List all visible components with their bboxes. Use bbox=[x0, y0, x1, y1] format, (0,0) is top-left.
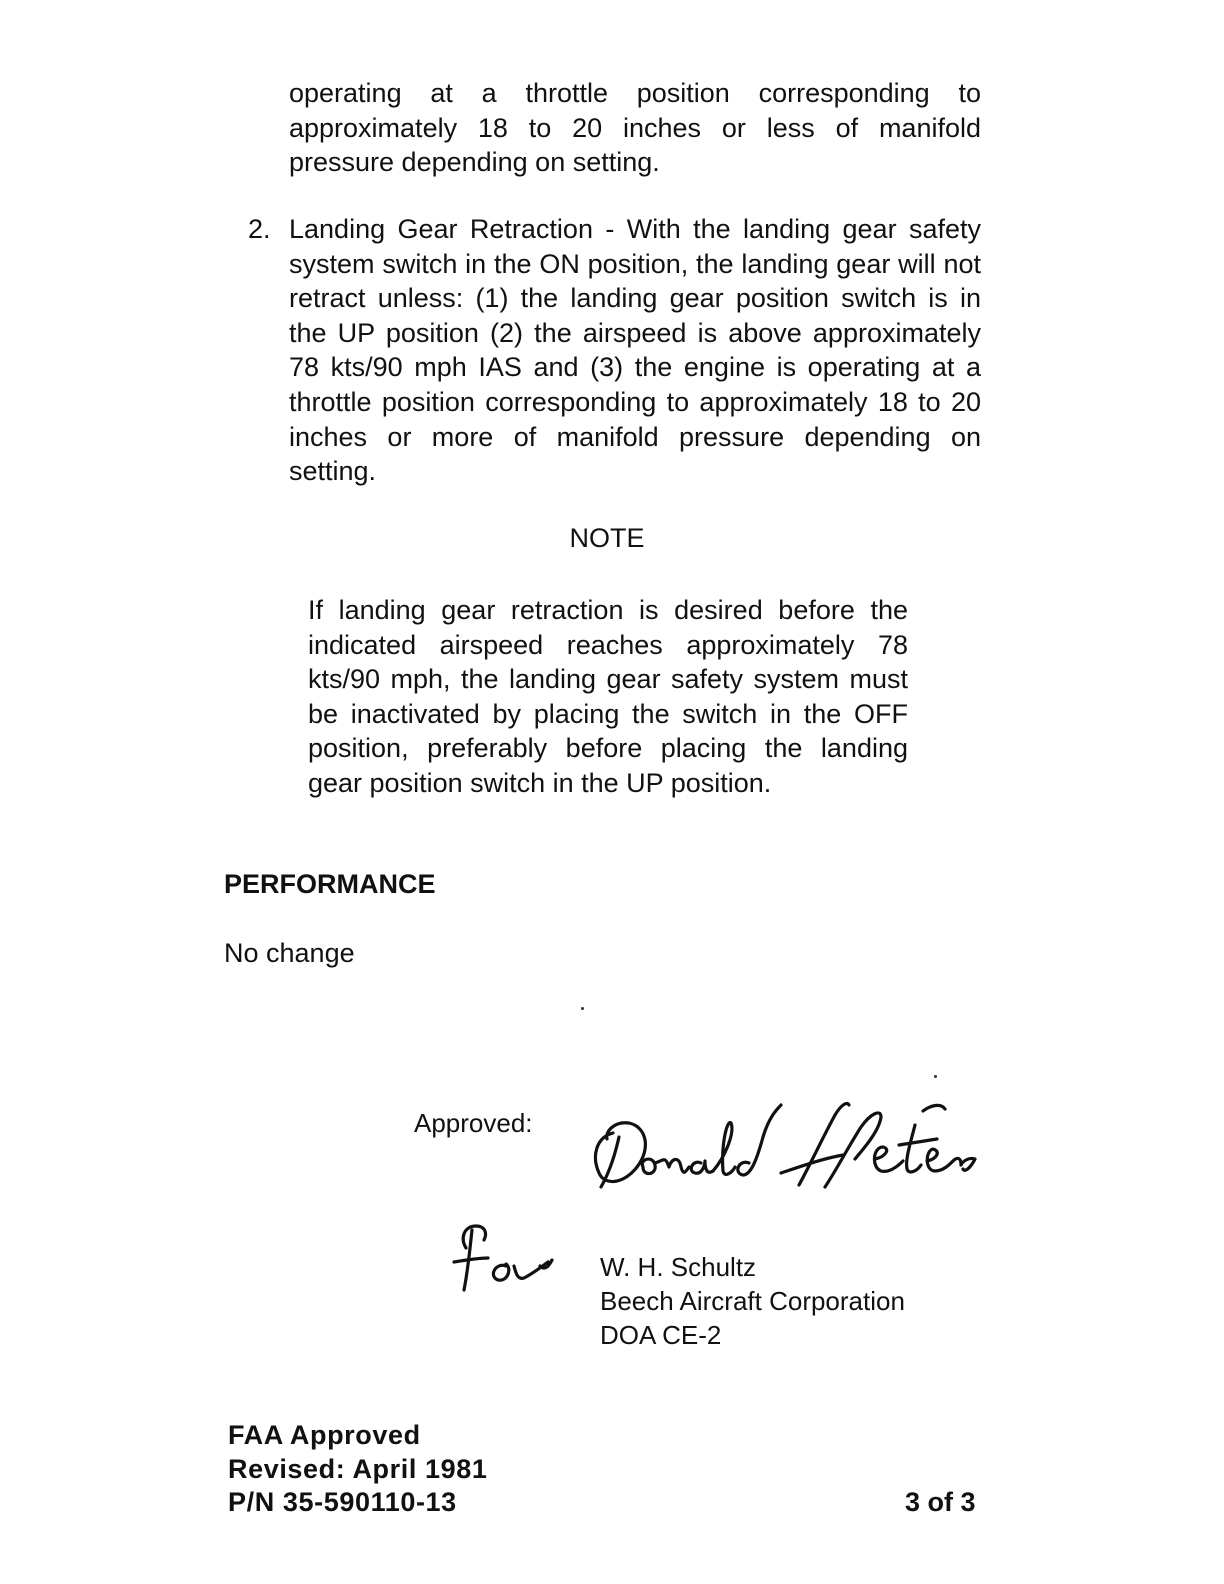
for-handwriting-image bbox=[448, 1218, 563, 1300]
signer-doa: DOA CE-2 bbox=[600, 1320, 722, 1350]
signature-image bbox=[585, 1075, 995, 1205]
note-text: If landing gear retraction is desired before the indicated airspeed reaches approximately 78 kts/90 mph, the landing gear safety system must be inactivated by placing the switch in the OFF position, preferably before placing the landing gear position switch in the UP position. bbox=[308, 595, 908, 798]
page-number: 3 of 3 bbox=[905, 1487, 976, 1517]
list-item-text: Landing Gear Retraction - With the landing gear safety system switch in the ON position, the landing gear will not retract unless: (1) the landing gear position switch is in the UP position (2) the airspeed is above approximately 78 kts/90 mph IAS and (3) the engine is operating at a throttle position corresponding to approximately 18 to 20 inches or more of manifold pressure depending on setting. bbox=[289, 214, 981, 487]
approved-label: Approved: bbox=[414, 1108, 533, 1138]
footer-part-number: P/N 35-590110-13 bbox=[228, 1487, 457, 1517]
performance-heading: PERFORMANCE bbox=[224, 869, 436, 899]
footer-faa-approved: FAA Approved bbox=[228, 1420, 421, 1450]
signer-name: W. H. Schultz bbox=[600, 1252, 757, 1282]
scan-speck bbox=[581, 1007, 584, 1010]
note-heading: NOTE bbox=[569, 523, 645, 553]
list-item-number: 2. bbox=[248, 214, 271, 244]
continuation-paragraph: operating at a throttle position corresponding to approximately 18 to 20 inches or less of manifold pressure depending on setting. bbox=[289, 78, 981, 178]
signer-block bbox=[600, 1250, 905, 1352]
footer-info bbox=[228, 1419, 488, 1520]
performance-text: No change bbox=[224, 938, 355, 968]
signer-company: Beech Aircraft Corporation bbox=[600, 1286, 905, 1316]
footer-revised-date: Revised: April 1981 bbox=[228, 1453, 488, 1484]
